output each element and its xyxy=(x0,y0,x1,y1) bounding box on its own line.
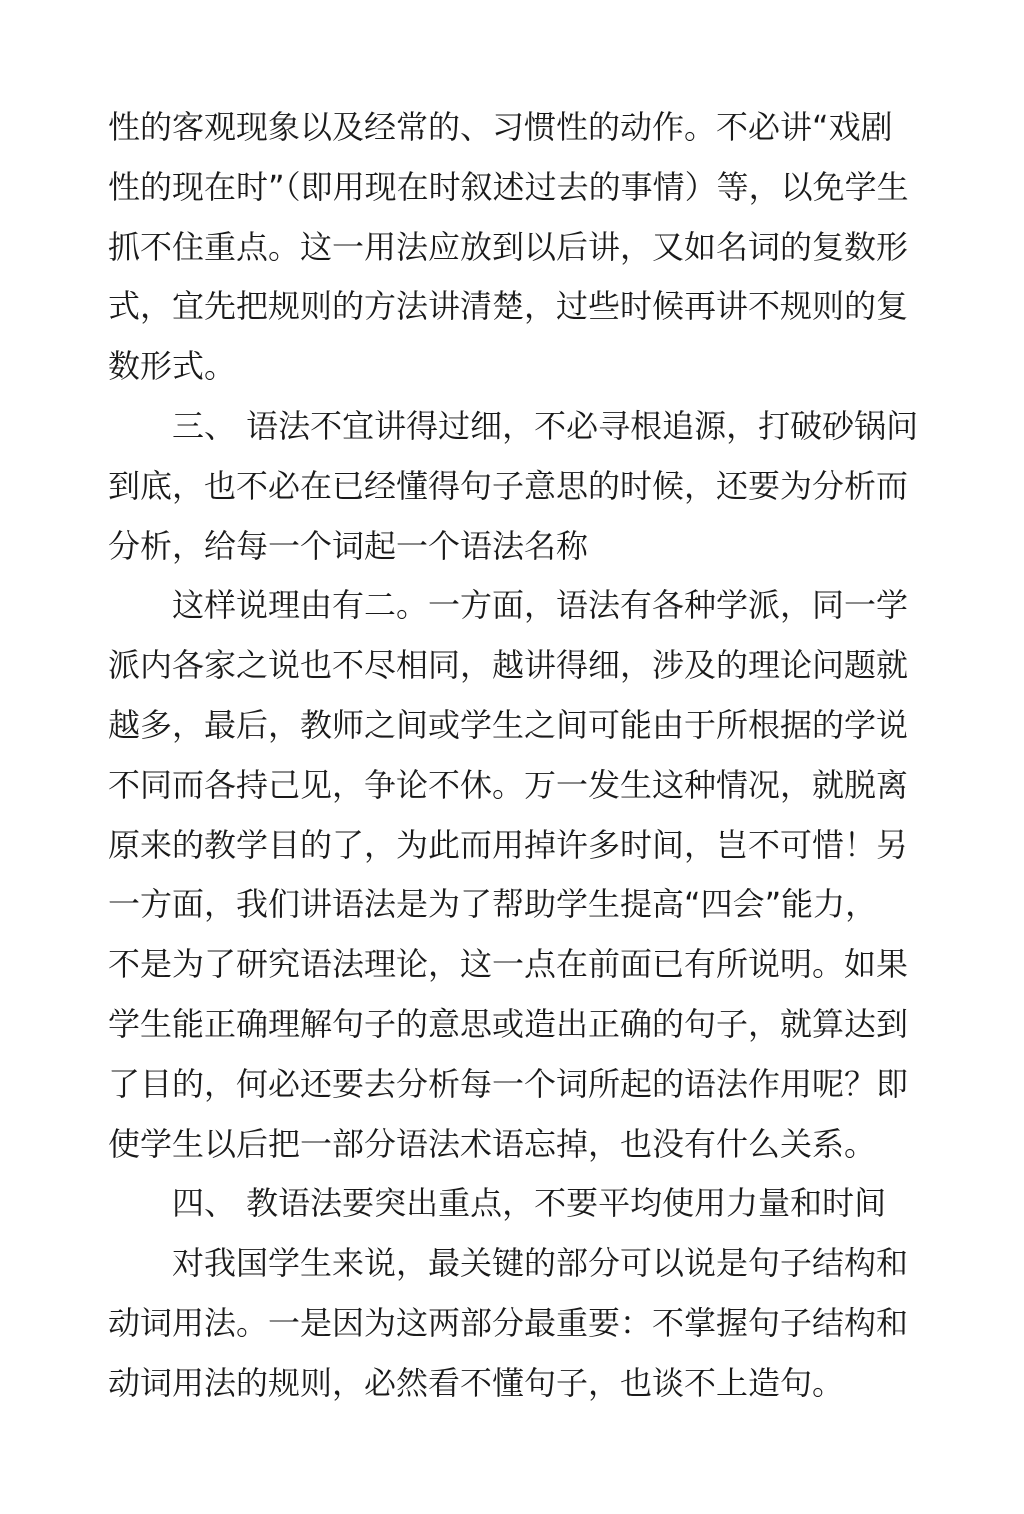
text-line-13: 原来的教学目的了，为此而用掉许多时间，岂不可惜！另 xyxy=(108,825,909,864)
text-line-11: 越多，最后，教师之间或学生之间可能由于所根据的学说 xyxy=(108,705,909,744)
paragraph-key-parts-start: 对我国学生来说，最关键的部分可以说是句子结构和 xyxy=(172,1244,909,1283)
text-line-15: 不是为了研究语法理论，这一点在前面已有所说明。如果 xyxy=(108,945,909,984)
section-four-heading: 四、 教语法要突出重点，不要平均使用力量和时间 xyxy=(172,1184,887,1223)
text-line-14: 一方面，我们讲语法是为了帮助学生提高“四会”能力， xyxy=(108,885,878,924)
text-line-18: 使学生以后把一部分语法术语忘掉，也没有什么关系。 xyxy=(108,1124,877,1163)
text-line-16: 学生能正确理解句子的意思或造出正确的句子，就算达到 xyxy=(108,1004,909,1043)
text-line-5: 数形式。 xyxy=(108,347,237,386)
text-line-7: 到底，也不必在已经懂得句子意思的时候，还要为分析而 xyxy=(108,466,909,505)
text-line-21: 动词用法。一是因为这两部分最重要：不掌握句子结构和 xyxy=(108,1303,909,1342)
text-line-8: 分析，给每一个词起一个语法名称 xyxy=(108,526,589,565)
text-line-1: 性的客观现象以及经常的、习惯性的动作。不必讲“戏剧 xyxy=(108,108,893,146)
section-three-heading: 三、 语法不宜讲得过细，不必寻根追源，打破砂锅问 xyxy=(172,406,919,445)
text-line-10: 派内各家之说也不尽相同，越讲得细，涉及的理论问题就 xyxy=(108,646,909,685)
text-line-4: 式，宜先把规则的方法讲清楚，过些时候再讲不规则的复 xyxy=(108,287,909,326)
text-line-22: 动词用法的规则，必然看不懂句子，也谈不上造句。 xyxy=(108,1363,845,1402)
text-line-2: 性的现在时”（即用现在时叙述过去的事情）等，以免学生 xyxy=(108,167,909,206)
text-line-12: 不同而各持己见，争论不休。万一发生这种情况，就脱离 xyxy=(108,765,909,804)
body-text xyxy=(108,98,919,1414)
text-line-17: 了目的，何必还要去分析每一个词所起的语法作用呢？即 xyxy=(108,1064,909,1103)
text-line-3: 抓不住重点。这一用法应放到以后讲，又如名词的复数形 xyxy=(108,227,909,266)
paragraph-reasons-start: 这样说理由有二。一方面，语法有各种学派，同一学 xyxy=(172,586,909,625)
